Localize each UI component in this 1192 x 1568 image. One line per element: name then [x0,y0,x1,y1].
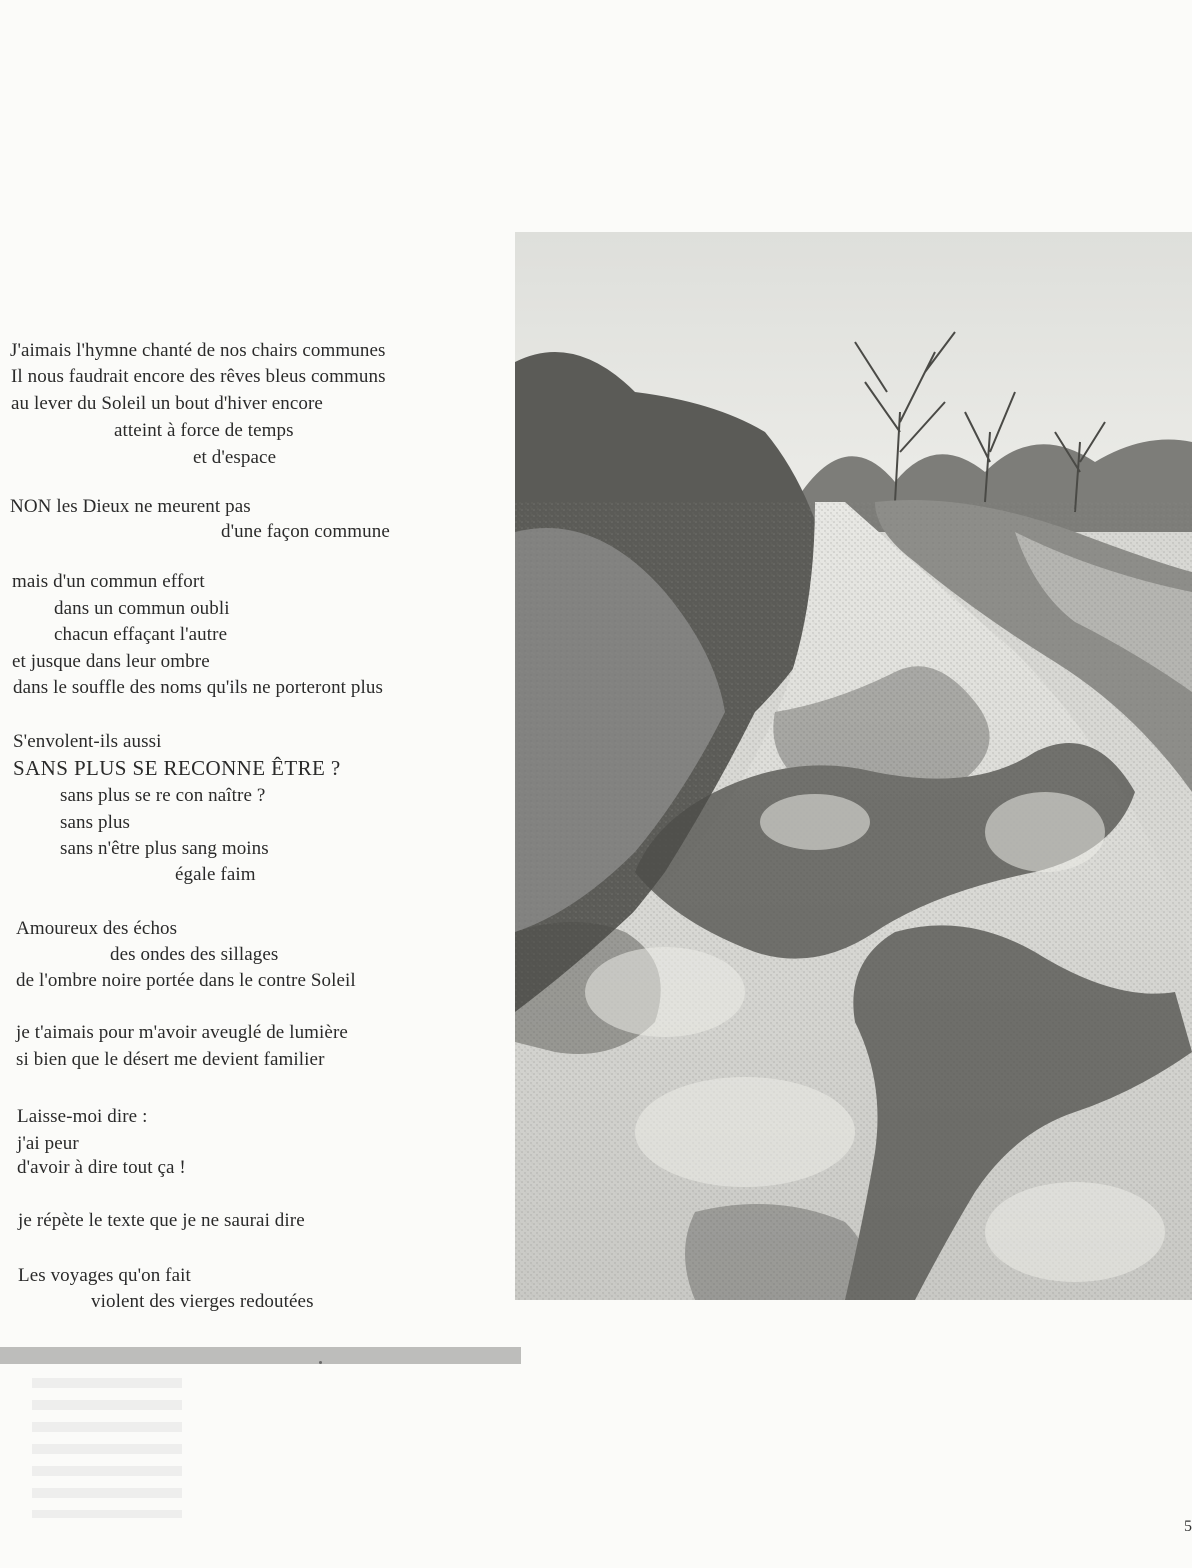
poem-line: Amoureux des échos [16,918,178,939]
poem-line: sans plus se re con naître ? [60,785,266,806]
poem-line: atteint à force de temps [114,420,294,441]
poem-line: violent des vierges redoutées [91,1291,314,1312]
poem-line: et d'espace [193,447,277,468]
road-photograph [515,232,1192,1300]
poem-line: J'aimais l'hymne chanté de nos chairs communes [10,340,386,361]
poem-line: dans le souffle des noms qu'ils ne porteront plus [13,677,383,698]
poem-line: et jusque dans leur ombre [12,651,210,672]
poem-line: Laisse-moi dire : [17,1106,148,1127]
poem-line: j'ai peur [17,1133,79,1154]
poem-line: chacun effaçant l'autre [54,624,228,645]
photograph-icon [515,232,1192,1300]
poem-line: des ondes des sillages [110,944,279,965]
poem-line: sans n'être plus sang moins [60,838,269,859]
poem-line: je t'aimais pour m'avoir aveuglé de lumière [16,1022,348,1043]
poem-line: si bien que le désert me devient familier [16,1049,325,1070]
poem-line: de l'ombre noire portée dans le contre Soleil [16,970,356,991]
poem-line: dans un commun oubli [54,598,230,619]
poem-line: égale faim [175,864,256,885]
poem-line: NON les Dieux ne meurent pas [10,496,251,517]
poem-line: au lever du Soleil un bout d'hiver encore [11,393,323,414]
show-through-text [32,1378,182,1518]
poem-line: je répète le texte que je ne saurai dire [18,1210,305,1231]
bar-dot [319,1361,322,1364]
poem-line: mais d'un commun effort [12,571,205,592]
page-number: 5 [1184,1518,1192,1535]
gray-rule-bar [0,1347,521,1364]
poem-line: Il nous faudrait encore des rêves bleus communs [11,366,386,387]
poem-text [0,0,500,1400]
poem-line: d'une façon commune [221,521,390,542]
poem-line: Les voyages qu'on fait [18,1265,191,1286]
poem-line: d'avoir à dire tout ça ! [17,1157,186,1178]
poem-line: sans plus [60,812,131,833]
poem-line: SANS PLUS SE RECONNE ÊTRE ? [13,756,341,780]
poem-line: S'envolent-ils aussi [13,731,162,752]
